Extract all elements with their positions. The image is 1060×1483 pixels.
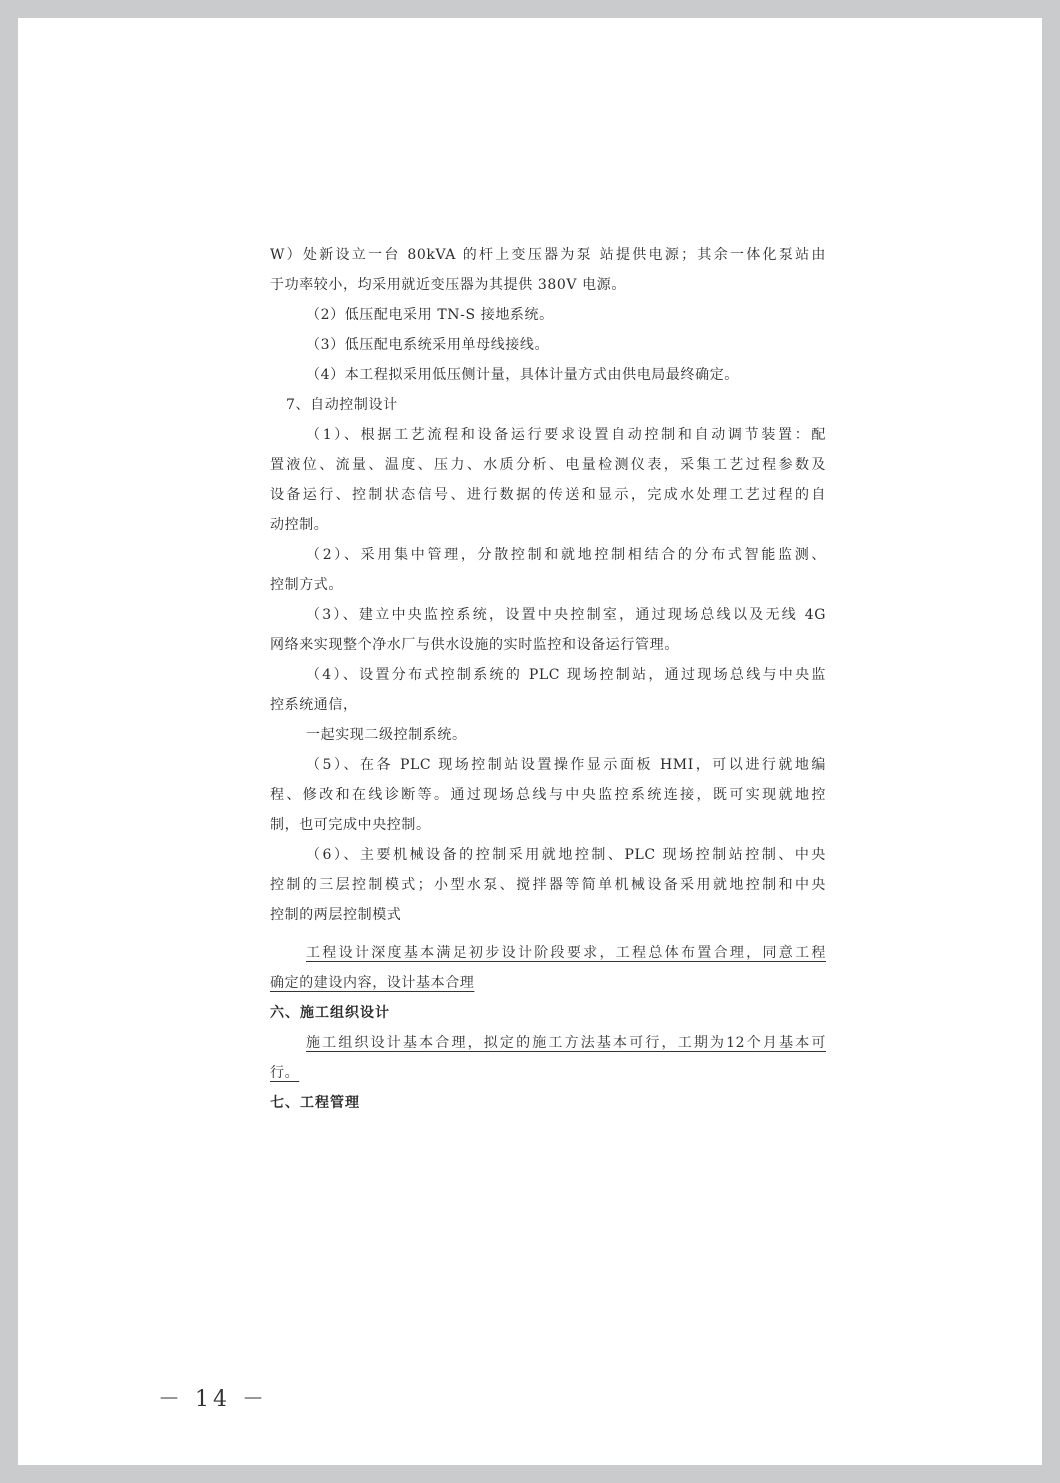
paragraph-line: （2）低压配电采用 TN-S 接地系统。 <box>306 307 554 323</box>
paragraph-line: 控制方式。 <box>270 577 343 593</box>
paragraph-line: 控制的两层控制模式 <box>270 907 402 923</box>
paragraph-line: 动控制。 <box>270 517 329 533</box>
subsection-heading: 7、自动控制设计 <box>286 397 398 413</box>
page-number: － 14 － <box>158 1387 268 1412</box>
section-heading: 六、施工组织设计 <box>270 1005 390 1021</box>
paragraph-line: W）处新设立一台 80kVA 的杆上变压器为泵 站提供电源；其余一体化泵站由 <box>270 247 826 263</box>
paragraph-line: （2）、采用集中管理，分散控制和就地控制相结合的分布式智能监测、 <box>306 547 826 563</box>
paragraph-line: 置液位、流量、温度、压力、水质分析、电量检测仪表，采集工艺过程参数及 <box>270 457 826 473</box>
review-opinion-text: 确定的建设内容，设计基本合理 <box>270 975 475 991</box>
review-opinion-text: 工程设计深度基本满足初步设计阶段要求，工程总体布置合理，同意工程 <box>306 945 826 961</box>
paragraph-line: （4）本工程拟采用低压侧计量，具体计量方式由供电局最终确定。 <box>306 367 739 383</box>
paragraph-line: （3）、建立中央监控系统，设置中央控制室，通过现场总线以及无线 4G <box>306 607 826 623</box>
paragraph-line: 设备运行、控制状态信号、进行数据的传送和显示，完成水处理工艺过程的自 <box>270 487 826 503</box>
paragraph-line: （1）、根据工艺流程和设备运行要求设置自动控制和自动调节装置：配 <box>306 427 826 443</box>
paragraph-line: （4）、设置分布式控制系统的 PLC 现场控制站，通过现场总线与中央监 <box>306 667 826 683</box>
paragraph-line: 控系统通信， <box>270 697 358 713</box>
review-opinion-line <box>270 1058 826 1088</box>
review-opinion-line <box>270 968 826 998</box>
review-opinion-line <box>270 938 826 968</box>
paragraph-line: 控制的三层控制模式；小型水泵、搅拌器等简单机械设备采用就地控制和中央 <box>270 877 826 893</box>
section-heading: 七、工程管理 <box>270 1095 360 1111</box>
paragraph-line: 程、修改和在线诊断等。通过现场总线与中央监控系统连接，既可实现就地控 <box>270 787 826 803</box>
review-opinion-line <box>270 1028 826 1058</box>
review-opinion-text: 施工组织设计基本合理，拟定的施工方法基本可行，工期为12个月基本可 <box>306 1035 826 1051</box>
paragraph-line: （5）、在各 PLC 现场控制站设置操作显示面板 HMI，可以进行就地编 <box>306 757 826 773</box>
spacer <box>270 930 826 938</box>
paragraph-line: 网络来实现整个净水厂与供水设施的实时监控和设备运行管理。 <box>270 637 679 653</box>
paragraph-line: （3）低压配电系统采用单母线接线。 <box>306 337 550 353</box>
paragraph-line: 一起实现二级控制系统。 <box>306 727 467 743</box>
paragraph-line: 于功率较小，均采用就近变压器为其提供 380V 电源。 <box>270 277 626 293</box>
paragraph-line: （6）、主要机械设备的控制采用就地控制、PLC 现场控制站控制、中央 <box>306 847 826 863</box>
document-page <box>18 18 1042 1465</box>
paragraph-line: 制，也可完成中央控制。 <box>270 817 431 833</box>
review-opinion-text: 行。 <box>270 1065 300 1081</box>
page-content <box>270 240 826 1118</box>
